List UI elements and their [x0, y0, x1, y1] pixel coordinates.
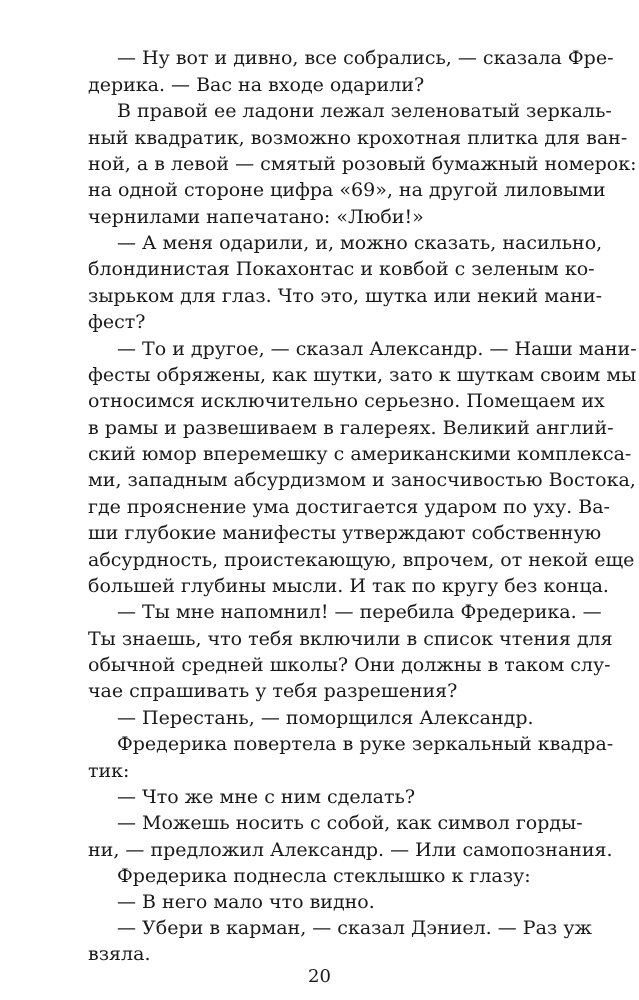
text-line: относимся исключительно серьезно. Помещаем их	[88, 390, 605, 412]
text-line: — Можешь носить с собой, как символ горды-	[117, 812, 583, 834]
text-line: в рамы и развешиваем в галереях. Великий англий-	[88, 417, 614, 439]
text-line: взяла.	[88, 943, 151, 965]
text-line: — Ты мне напомнил! — перебила Фредерика. —	[117, 601, 602, 623]
text-line: обычной средней школы? Они должны в таком слу-	[88, 654, 611, 676]
text-line: дерика. — Вас на входе одарили?	[88, 74, 425, 96]
text-line: где прояснение ума достигается ударом по уху. Ва-	[88, 496, 610, 518]
text-line: ский юмор вперемешку с американскими комплекса-	[88, 443, 632, 465]
text-line: Ты знаешь, что тебя включили в список чтения для	[88, 628, 613, 650]
text-line: Фредерика повертела в руке зеркальный квадра-	[117, 733, 614, 755]
text-line: зырьком для глаз. Что это, шутка или некий мани-	[88, 285, 603, 307]
text-line: фест?	[88, 311, 146, 333]
text-line: Фредерика поднесла стеклышко к глазу:	[117, 865, 531, 887]
text-line: — Ну вот и дивно, все собрались, — сказала Фре-	[117, 47, 614, 69]
text-line: — А меня одарили, и, можно сказать, насильно,	[117, 232, 603, 254]
text-line: блондинистая Покахонтас и ковбой с зеленым ко-	[88, 258, 595, 280]
text-line: ши глубокие манифесты утверждают собственную	[88, 522, 602, 544]
text-line: — Перестань, — поморщился Александр.	[117, 707, 534, 729]
text-line: большей глубины мысли. И так по кругу без конца.	[88, 575, 609, 597]
text-line: — Что же мне с ним сделать?	[117, 786, 416, 808]
text-line: тик:	[88, 760, 130, 782]
text-line: ный квадратик, возможно крохотная плитка для ван-	[88, 127, 628, 149]
text-line: ной, а в левой — смятый розовый бумажный номерок:	[88, 153, 637, 175]
page-number: 20	[308, 966, 331, 987]
text-line: ми, западным абсурдизмом и заносчивостью Востока,	[88, 469, 636, 491]
text-line: на одной стороне цифра «69», на другой лиловыми	[88, 179, 606, 201]
text-line: — В него мало что видно.	[117, 891, 375, 913]
text-line: ни, — предложил Александр. — Или самопознания.	[88, 839, 613, 861]
text-line: чае спрашивать у тебя разрешения?	[88, 680, 458, 702]
text-line: В правой ее ладони лежал зеленоватый зеркаль-	[117, 100, 612, 122]
text-line: абсурдность, проистекающую, впрочем, от некой еще	[88, 549, 635, 571]
text-line: фесты обряжены, как шутки, зато к шуткам своим мы	[88, 364, 637, 386]
text-line: — Убери в карман, — сказал Дэниел. — Раз уж	[117, 917, 592, 939]
text-line: — То и другое, — сказал Александр. — Наши мани-	[117, 338, 637, 360]
text-line: чернилами напечатано: «Люби!»	[88, 206, 424, 228]
